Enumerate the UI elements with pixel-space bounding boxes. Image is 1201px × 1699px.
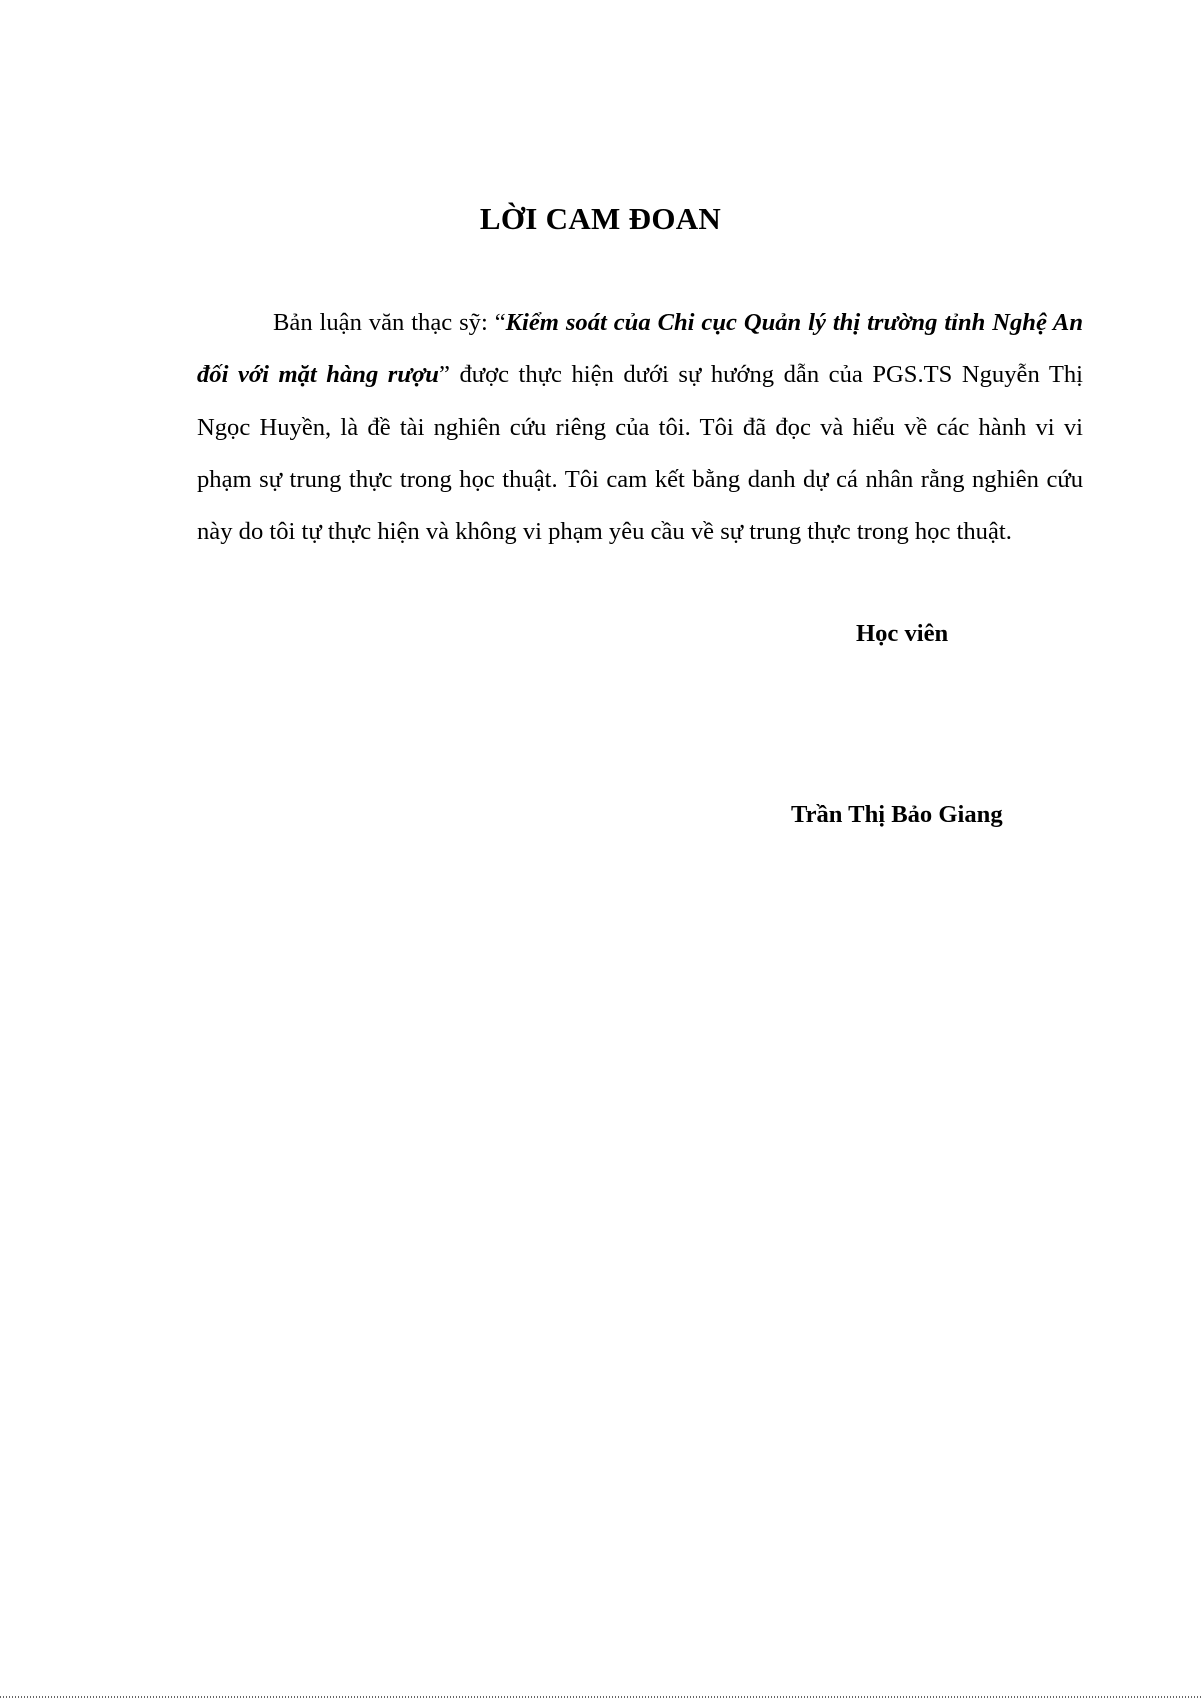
signature-label: Học viên bbox=[856, 620, 949, 647]
paragraph-intro: Bản luận văn thạc sỹ: “ bbox=[273, 309, 506, 336]
page-bottom-edge bbox=[0, 1696, 1201, 1698]
paragraph-rest: ” được thực hiện dưới sự hướng dẫn của PGS.TS Nguyễn Thị Ngọc Huyền, là đề tài nghiên cứu riêng của tôi. Tôi đã đọc và hiểu về các hành vi vi phạm sự trung thực trong học thuật. Tôi cam kết bằng danh dự cá nhân rằng nghiên cứu này do tôi tự thực hiện và không vi phạm yêu cầu về sự trung thực trong học thuật. bbox=[197, 361, 1084, 546]
thesis-title: Kiểm soát của Chi cục Quản lý thị trường tỉnh Nghệ An đối với mặt hàng rượu bbox=[197, 309, 1083, 389]
declaration-paragraph bbox=[197, 297, 1083, 558]
signature-name: Trần Thị Bảo Giang bbox=[791, 801, 1003, 828]
page-title: LỜI CAM ĐOAN bbox=[479, 201, 722, 236]
